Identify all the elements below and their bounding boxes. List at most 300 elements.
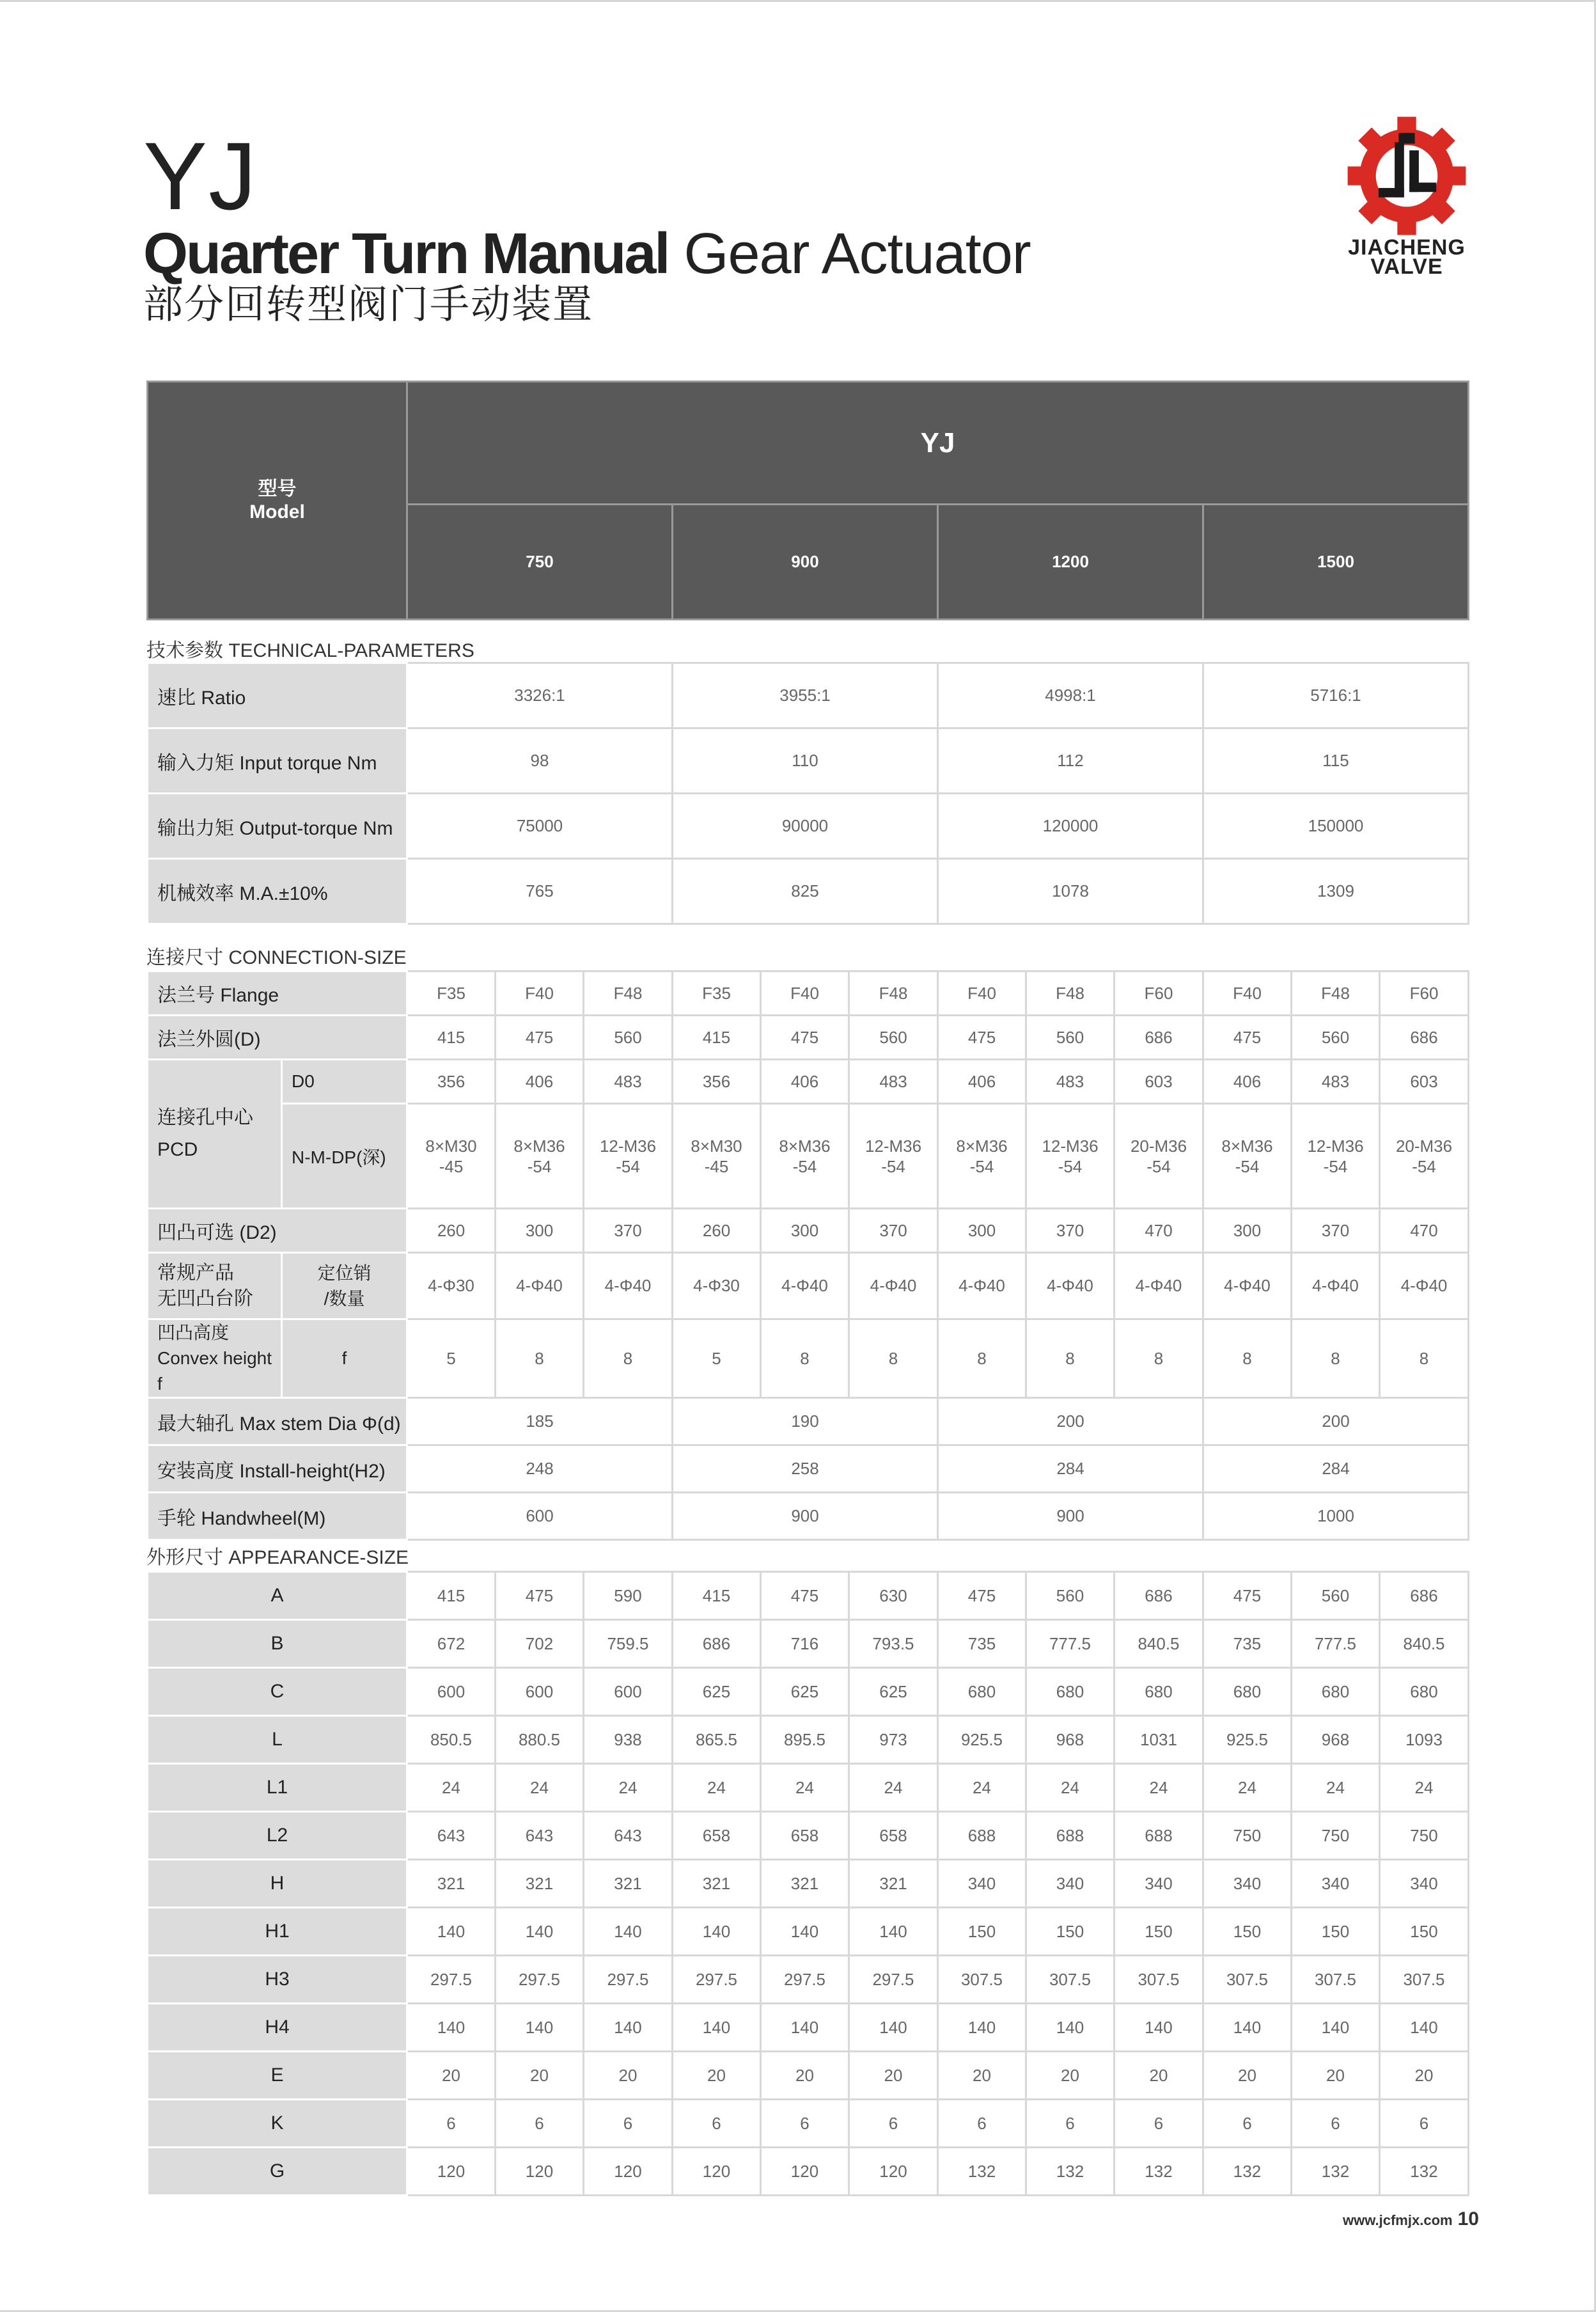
table-row xyxy=(148,1016,1469,1060)
nmdp-line2: -54 xyxy=(1146,1156,1171,1176)
table-cell: 150 xyxy=(1203,1908,1292,1956)
table-cell: 6 xyxy=(849,2100,938,2148)
table-cell: 340 xyxy=(1026,1860,1115,1908)
table-row xyxy=(148,1253,1469,1319)
table-cell: 300 xyxy=(496,1209,584,1253)
table-cell: 340 xyxy=(938,1860,1026,1908)
table-cell: 132 xyxy=(1026,2148,1115,2196)
table-cell: 8 xyxy=(1115,1319,1203,1398)
table-cell: 702 xyxy=(496,1620,584,1668)
table-cell: 8 xyxy=(1292,1319,1380,1398)
dimension-label: E xyxy=(148,2052,407,2100)
table-cell: 973 xyxy=(849,1716,938,1764)
table-cell: 475 xyxy=(496,1572,584,1620)
table-cell: 925.5 xyxy=(1203,1716,1292,1764)
table-cell: 4-Φ40 xyxy=(1292,1253,1380,1319)
table-cell: 140 xyxy=(673,2004,761,2052)
table-cell: 132 xyxy=(1292,2148,1380,2196)
flange-label: 法兰号 Flange xyxy=(148,971,407,1016)
table-cell: 24 xyxy=(1380,1764,1469,1812)
nmdp-line2: -45 xyxy=(439,1156,464,1176)
table-cell: F40 xyxy=(938,971,1026,1016)
model-label-cell xyxy=(148,382,407,620)
table-cell: 865.5 xyxy=(673,1716,761,1764)
table-cell: 24 xyxy=(1292,1764,1380,1812)
model-header-table xyxy=(146,381,1469,620)
table-cell: 6 xyxy=(1115,2100,1203,2148)
product-subtitle xyxy=(143,222,1031,286)
table-cell: 560 xyxy=(1292,1016,1380,1060)
table-cell: 140 xyxy=(849,2004,938,2052)
table-cell: 483 xyxy=(1026,1060,1115,1104)
table-cell: 140 xyxy=(1203,2004,1292,2052)
table-cell: 4-Φ30 xyxy=(407,1253,496,1319)
page-footer xyxy=(1343,2208,1479,2230)
table-row xyxy=(148,1104,1469,1209)
dimension-label: H3 xyxy=(148,1956,407,2004)
table-cell: 150 xyxy=(1115,1908,1203,1956)
table-cell xyxy=(1203,1104,1292,1209)
table-cell: 297.5 xyxy=(761,1956,849,2004)
table-cell: 120 xyxy=(496,2148,584,2196)
table-cell: 4-Φ40 xyxy=(1115,1253,1203,1319)
table-cell: 850.5 xyxy=(407,1716,496,1764)
input-torque-label: 输入力矩 Input torque Nm xyxy=(148,728,407,794)
table-cell: 765 xyxy=(407,859,673,924)
table-cell: F48 xyxy=(849,971,938,1016)
table-cell: 1031 xyxy=(1115,1716,1203,1764)
convex-label-line1: 凹凸高度 xyxy=(157,1323,230,1342)
model-750: 750 xyxy=(407,505,673,620)
table-cell: 680 xyxy=(1292,1668,1380,1716)
table-cell: 24 xyxy=(407,1764,496,1812)
table-cell: 24 xyxy=(761,1764,849,1812)
table-row xyxy=(148,1668,1469,1716)
table-cell: 6 xyxy=(496,2100,584,2148)
table-cell: 8 xyxy=(761,1319,849,1398)
logo-line1: JIACHENG xyxy=(1348,235,1466,260)
table-cell: 140 xyxy=(1292,2004,1380,2052)
table-cell: 560 xyxy=(1292,1572,1380,1620)
table-cell: 307.5 xyxy=(1380,1956,1469,2004)
page-border-top xyxy=(0,0,1596,2)
table-cell: 686 xyxy=(1115,1016,1203,1060)
model-1200: 1200 xyxy=(938,505,1203,620)
table-cell: 284 xyxy=(1203,1445,1469,1493)
table-cell: 140 xyxy=(761,2004,849,2052)
technical-table xyxy=(146,662,1469,925)
table-cell: 321 xyxy=(761,1860,849,1908)
table-cell: 483 xyxy=(849,1060,938,1104)
nmdp-line1: 8×M36 xyxy=(779,1136,831,1156)
table-cell: 297.5 xyxy=(849,1956,938,2004)
table-cell: 297.5 xyxy=(584,1956,673,2004)
table-cell: 406 xyxy=(496,1060,584,1104)
table-cell: 658 xyxy=(761,1812,849,1860)
table-cell: 6 xyxy=(938,2100,1026,2148)
table-cell: 968 xyxy=(1292,1716,1380,1764)
table-cell: 321 xyxy=(673,1860,761,1908)
model-900: 900 xyxy=(673,505,938,620)
table-cell: 20 xyxy=(1203,2052,1292,2100)
table-cell: 475 xyxy=(496,1016,584,1060)
dimension-label: K xyxy=(148,2100,407,2148)
table-cell: 120000 xyxy=(938,794,1203,859)
table-cell: 4-Φ40 xyxy=(496,1253,584,1319)
table-cell: 20 xyxy=(761,2052,849,2100)
series-name: YJ xyxy=(407,382,1469,505)
dimension-label: L1 xyxy=(148,1764,407,1812)
table-cell: F48 xyxy=(1292,971,1380,1016)
table-cell: 140 xyxy=(761,1908,849,1956)
table-cell: 8 xyxy=(1203,1319,1292,1398)
nmdp-line2: -54 xyxy=(1412,1156,1436,1176)
table-cell: 475 xyxy=(1203,1572,1292,1620)
table-cell: 140 xyxy=(1380,2004,1469,2052)
table-cell: 735 xyxy=(1203,1620,1292,1668)
table-row xyxy=(148,1572,1469,1620)
table-row xyxy=(148,1812,1469,1860)
table-cell: 356 xyxy=(673,1060,761,1104)
table-cell: 150 xyxy=(1292,1908,1380,1956)
table-cell: 20 xyxy=(584,2052,673,2100)
nmdp-line1: 20-M36 xyxy=(1130,1136,1187,1156)
efficiency-label: 机械效率 M.A.±10% xyxy=(148,859,407,924)
table-cell: 8 xyxy=(584,1319,673,1398)
table-row xyxy=(148,1860,1469,1908)
connection-section-title: 连接尺寸 CONNECTION-SIZE xyxy=(146,947,407,968)
table-cell: 643 xyxy=(407,1812,496,1860)
table-cell: 777.5 xyxy=(1292,1620,1380,1668)
table-cell: 688 xyxy=(1026,1812,1115,1860)
table-cell: 150 xyxy=(938,1908,1026,1956)
table-row xyxy=(148,1398,1469,1445)
dimension-label: G xyxy=(148,2148,407,2196)
table-cell: 370 xyxy=(1292,1209,1380,1253)
table-cell: 750 xyxy=(1203,1812,1292,1860)
table-cell: 307.5 xyxy=(1203,1956,1292,2004)
table-cell: 5 xyxy=(407,1319,496,1398)
d0-label: D0 xyxy=(282,1060,407,1104)
table-cell: 140 xyxy=(496,2004,584,2052)
table-cell xyxy=(1292,1104,1380,1209)
table-cell: 415 xyxy=(407,1016,496,1060)
ratio-label: 速比 Ratio xyxy=(148,663,407,728)
flange-od-label: 法兰外圆(D) xyxy=(148,1016,407,1060)
table-cell: 686 xyxy=(1380,1016,1469,1060)
table-cell: 5 xyxy=(673,1319,761,1398)
table-cell xyxy=(1026,1104,1115,1209)
table-row xyxy=(148,663,1469,728)
table-cell: 415 xyxy=(673,1572,761,1620)
table-cell: 560 xyxy=(1026,1572,1115,1620)
table-cell: 560 xyxy=(849,1016,938,1060)
table-cell: 20 xyxy=(496,2052,584,2100)
table-row xyxy=(148,1620,1469,1668)
table-cell: 475 xyxy=(938,1016,1026,1060)
table-cell: 190 xyxy=(673,1398,938,1445)
pcd-label xyxy=(148,1060,282,1209)
table-cell: 680 xyxy=(1026,1668,1115,1716)
table-cell: 8 xyxy=(849,1319,938,1398)
table-cell: 20 xyxy=(849,2052,938,2100)
table-cell: 630 xyxy=(849,1572,938,1620)
table-cell: 938 xyxy=(584,1716,673,1764)
table-cell: 716 xyxy=(761,1620,849,1668)
table-row xyxy=(148,1908,1469,1956)
table-cell: 1078 xyxy=(938,859,1203,924)
table-row xyxy=(148,859,1469,924)
table-cell: 600 xyxy=(496,1668,584,1716)
table-cell: F40 xyxy=(761,971,849,1016)
table-cell xyxy=(673,1104,761,1209)
pins-sub-label xyxy=(282,1253,407,1319)
table-cell: 300 xyxy=(938,1209,1026,1253)
table-cell xyxy=(496,1104,584,1209)
table-cell: 658 xyxy=(673,1812,761,1860)
nmdp-label: N-M-DP(深) xyxy=(282,1104,407,1209)
table-cell: 8 xyxy=(1026,1319,1115,1398)
table-cell: 4-Φ40 xyxy=(1203,1253,1292,1319)
table-cell: 20 xyxy=(1292,2052,1380,2100)
table-cell: 483 xyxy=(584,1060,673,1104)
table-cell: 300 xyxy=(1203,1209,1292,1253)
logo-text xyxy=(1317,235,1496,279)
table-cell: 475 xyxy=(938,1572,1026,1620)
nmdp-line2: -54 xyxy=(1058,1156,1083,1176)
table-cell: 590 xyxy=(584,1572,673,1620)
table-cell: 777.5 xyxy=(1026,1620,1115,1668)
pins-label-line1: 常规产品 xyxy=(157,1262,234,1284)
table-cell: 8 xyxy=(1380,1319,1469,1398)
dimension-label: H1 xyxy=(148,1908,407,1956)
stem-label: 最大轴孔 Max stem Dia Φ(d) xyxy=(148,1398,407,1445)
connection-table xyxy=(146,970,1469,1541)
table-cell: 6 xyxy=(761,2100,849,2148)
table-cell: 8 xyxy=(496,1319,584,1398)
table-cell: F35 xyxy=(673,971,761,1016)
table-cell: 900 xyxy=(938,1493,1203,1540)
install-label: 安装高度 Install-height(H2) xyxy=(148,1445,407,1493)
table-cell xyxy=(1115,1104,1203,1209)
table-cell: 248 xyxy=(407,1445,673,1493)
table-cell: 625 xyxy=(849,1668,938,1716)
table-cell: 24 xyxy=(584,1764,673,1812)
logo-line2: VALVE xyxy=(1370,255,1443,279)
table-cell: 24 xyxy=(496,1764,584,1812)
table-cell: 258 xyxy=(673,1445,938,1493)
table-cell: F35 xyxy=(407,971,496,1016)
table-cell: 340 xyxy=(1115,1860,1203,1908)
table-cell xyxy=(761,1104,849,1209)
table-cell: 880.5 xyxy=(496,1716,584,1764)
pins-sub-line1: 定位销 xyxy=(317,1262,372,1283)
table-cell: 260 xyxy=(673,1209,761,1253)
table-cell xyxy=(407,1104,496,1209)
table-cell: 321 xyxy=(496,1860,584,1908)
appearance-table xyxy=(146,1571,1469,2196)
table-cell: 24 xyxy=(673,1764,761,1812)
table-cell: 297.5 xyxy=(407,1956,496,2004)
table-cell: 20 xyxy=(1026,2052,1115,2100)
model-1500: 1500 xyxy=(1203,505,1469,620)
table-cell: 132 xyxy=(938,2148,1026,2196)
table-cell: 132 xyxy=(1380,2148,1469,2196)
convex-sub-label: f xyxy=(282,1319,407,1398)
table-cell xyxy=(1380,1104,1469,1209)
table-row xyxy=(148,1716,1469,1764)
table-cell: 110 xyxy=(673,728,938,794)
table-cell: 132 xyxy=(1203,2148,1292,2196)
jiacheng-gear-logo-icon xyxy=(1340,109,1474,243)
table-cell: 140 xyxy=(584,1908,673,1956)
table-cell: 4-Φ40 xyxy=(849,1253,938,1319)
table-cell: 475 xyxy=(1203,1016,1292,1060)
convex-label-line2: Convex height f xyxy=(157,1348,272,1394)
table-cell: 415 xyxy=(407,1572,496,1620)
table-cell: 340 xyxy=(1203,1860,1292,1908)
table-cell: 370 xyxy=(849,1209,938,1253)
table-cell: 1000 xyxy=(1203,1493,1469,1540)
convex-label xyxy=(148,1319,282,1398)
table-cell: 625 xyxy=(761,1668,849,1716)
table-row xyxy=(148,2148,1469,2196)
table-cell: 643 xyxy=(496,1812,584,1860)
table-cell: 5716:1 xyxy=(1203,663,1469,728)
dimension-label: C xyxy=(148,1668,407,1716)
table-cell: 140 xyxy=(407,1908,496,1956)
table-cell: 6 xyxy=(673,2100,761,2148)
dimension-label: A xyxy=(148,1572,407,1620)
table-cell: F48 xyxy=(1026,971,1115,1016)
table-cell: 686 xyxy=(1380,1572,1469,1620)
pcd-label-line1: 连接孔中心 xyxy=(157,1107,253,1128)
table-cell: 406 xyxy=(1203,1060,1292,1104)
table-cell: 3326:1 xyxy=(407,663,673,728)
table-cell: 260 xyxy=(407,1209,496,1253)
table-cell: 3955:1 xyxy=(673,663,938,728)
table-cell: 321 xyxy=(584,1860,673,1908)
table-cell: 475 xyxy=(761,1016,849,1060)
table-cell: 625 xyxy=(673,1668,761,1716)
table-cell: 340 xyxy=(1380,1860,1469,1908)
table-row xyxy=(148,1060,1469,1104)
dimension-label: L2 xyxy=(148,1812,407,1860)
table-cell: F48 xyxy=(584,971,673,1016)
nmdp-line2: -54 xyxy=(1235,1156,1260,1176)
table-cell: 75000 xyxy=(407,794,673,859)
table-row xyxy=(148,1445,1469,1493)
table-row xyxy=(148,1493,1469,1540)
pins-label xyxy=(148,1253,282,1319)
table-cell: 600 xyxy=(584,1668,673,1716)
product-subtitle-cn: 部分回转型阀门手动装置 xyxy=(143,283,594,327)
table-cell: 475 xyxy=(761,1572,849,1620)
table-cell: 307.5 xyxy=(938,1956,1026,2004)
table-cell: 4-Φ40 xyxy=(761,1253,849,1319)
table-cell: 140 xyxy=(407,2004,496,2052)
table-cell: 120 xyxy=(849,2148,938,2196)
nmdp-line2: -54 xyxy=(881,1156,905,1176)
table-cell: 688 xyxy=(1115,1812,1203,1860)
table-cell: 680 xyxy=(1203,1668,1292,1716)
nmdp-line1: 12-M36 xyxy=(1042,1136,1099,1156)
table-cell: 735 xyxy=(938,1620,1026,1668)
table-cell: 24 xyxy=(1115,1764,1203,1812)
subtitle-light: Gear Actuator xyxy=(668,222,1031,286)
table-cell: 688 xyxy=(938,1812,1026,1860)
technical-section-title: 技术参数 TECHNICAL-PARAMETERS xyxy=(146,640,474,661)
table-cell: 560 xyxy=(584,1016,673,1060)
product-code: YJ xyxy=(143,122,258,230)
table-cell: 340 xyxy=(1292,1860,1380,1908)
table-cell: 6 xyxy=(1203,2100,1292,2148)
table-cell: 415 xyxy=(673,1016,761,1060)
table-cell: 658 xyxy=(849,1812,938,1860)
model-label-en: Model xyxy=(249,501,305,523)
subtitle-bold: Quarter Turn Manual xyxy=(143,222,669,286)
table-row xyxy=(148,1209,1469,1253)
table-cell: 680 xyxy=(1380,1668,1469,1716)
table-cell xyxy=(849,1104,938,1209)
output-torque-label: 输出力矩 Output-torque Nm xyxy=(148,794,407,859)
table-cell: 603 xyxy=(1115,1060,1203,1104)
table-cell: 643 xyxy=(584,1812,673,1860)
table-cell: 968 xyxy=(1026,1716,1115,1764)
nmdp-line2: -45 xyxy=(704,1156,729,1176)
table-cell: 120 xyxy=(584,2148,673,2196)
table-cell: 24 xyxy=(849,1764,938,1812)
table-cell: 120 xyxy=(673,2148,761,2196)
table-cell: 6 xyxy=(584,2100,673,2148)
nmdp-line1: 12-M36 xyxy=(864,1136,922,1156)
table-cell: 140 xyxy=(1115,2004,1203,2052)
table-cell: 925.5 xyxy=(938,1716,1026,1764)
table-cell: 759.5 xyxy=(584,1620,673,1668)
table-cell: 825 xyxy=(673,859,938,924)
table-row xyxy=(148,2100,1469,2148)
table-cell: 150 xyxy=(1026,1908,1115,1956)
table-cell: 150000 xyxy=(1203,794,1469,859)
table-row xyxy=(148,2052,1469,2100)
table-cell: 120 xyxy=(761,2148,849,2196)
table-cell: 603 xyxy=(1380,1060,1469,1104)
table-cell: 150 xyxy=(1380,1908,1469,1956)
table-cell: 680 xyxy=(938,1668,1026,1716)
table-cell: 140 xyxy=(1026,2004,1115,2052)
table-cell: 840.5 xyxy=(1115,1620,1203,1668)
table-cell: 793.5 xyxy=(849,1620,938,1668)
table-cell: 8 xyxy=(938,1319,1026,1398)
dimension-label: H xyxy=(148,1860,407,1908)
table-row xyxy=(148,2004,1469,2052)
nmdp-line2: -54 xyxy=(527,1156,552,1176)
table-cell: 6 xyxy=(1292,2100,1380,2148)
nmdp-line1: 8×M36 xyxy=(956,1136,1008,1156)
table-cell: 20 xyxy=(673,2052,761,2100)
table-cell: 115 xyxy=(1203,728,1469,794)
nmdp-line2: -54 xyxy=(616,1156,640,1176)
table-cell: 4-Φ40 xyxy=(584,1253,673,1319)
table-cell: 307.5 xyxy=(1026,1956,1115,2004)
table-cell: F40 xyxy=(1203,971,1292,1016)
table-cell: 4-Φ40 xyxy=(938,1253,1026,1319)
table-cell: 560 xyxy=(1026,1016,1115,1060)
table-cell: 321 xyxy=(849,1860,938,1908)
table-cell: 98 xyxy=(407,728,673,794)
pcd-label-line2: PCD xyxy=(157,1139,198,1160)
table-row xyxy=(148,1956,1469,2004)
